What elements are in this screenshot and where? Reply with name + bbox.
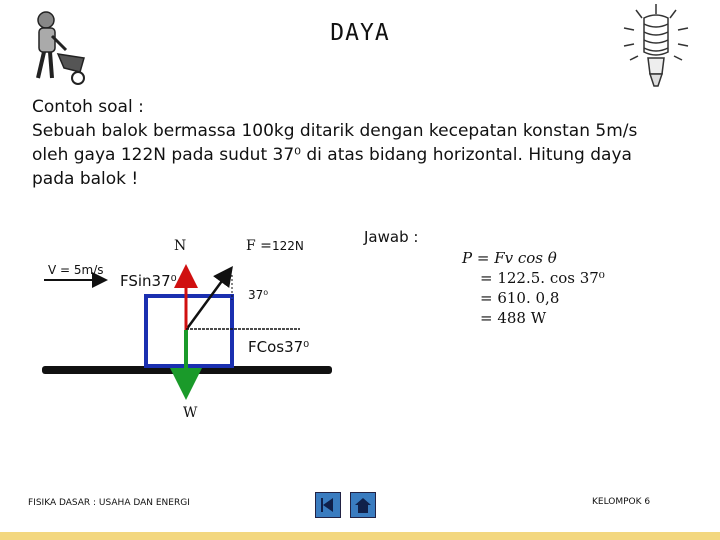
label-weight: W [183, 405, 198, 421]
label-normal-force: N [174, 238, 187, 254]
force-f-arrow [186, 270, 230, 330]
problem-line: oleh gaya 122N pada sudut 37⁰ di atas bidang horizontal. Hitung daya [32, 145, 632, 165]
previous-slide-button[interactable] [315, 492, 341, 518]
block [146, 296, 232, 366]
label-fcos: FCos37⁰ [248, 338, 310, 356]
problem-line: Sebuah balok bermassa 100kg ditarik dengan kecepatan konstan 5m/s [32, 121, 638, 141]
answer-equations [462, 248, 605, 328]
label-force-f-value: 122N [272, 239, 304, 253]
footer-group-label: KELOMPOK 6 [592, 497, 651, 507]
footer-course-label: FISIKA DASAR : USAHA DAN ENERGI [28, 498, 190, 508]
label-force-f: F = [246, 238, 272, 254]
label-velocity: V = 5m/s [48, 263, 104, 277]
bottom-bar [0, 532, 720, 540]
home-button[interactable] [350, 492, 376, 518]
page-title: DAYA [330, 20, 390, 46]
back-arrow-icon [316, 493, 340, 517]
label-angle: 37⁰ [248, 288, 269, 302]
label-fsin: FSin37⁰ [120, 272, 177, 290]
home-icon [351, 493, 375, 517]
problem-line: pada balok ! [32, 169, 139, 189]
answer-label: Jawab : [364, 228, 419, 246]
problem-heading: Contoh soal : [32, 97, 144, 117]
answer-line: = 488 W [480, 309, 547, 327]
answer-line: P = Fv cos θ [462, 249, 557, 267]
answer-line: = 610. 0,8 [480, 289, 560, 307]
answer-line: = 122.5. cos 37⁰ [480, 269, 605, 287]
